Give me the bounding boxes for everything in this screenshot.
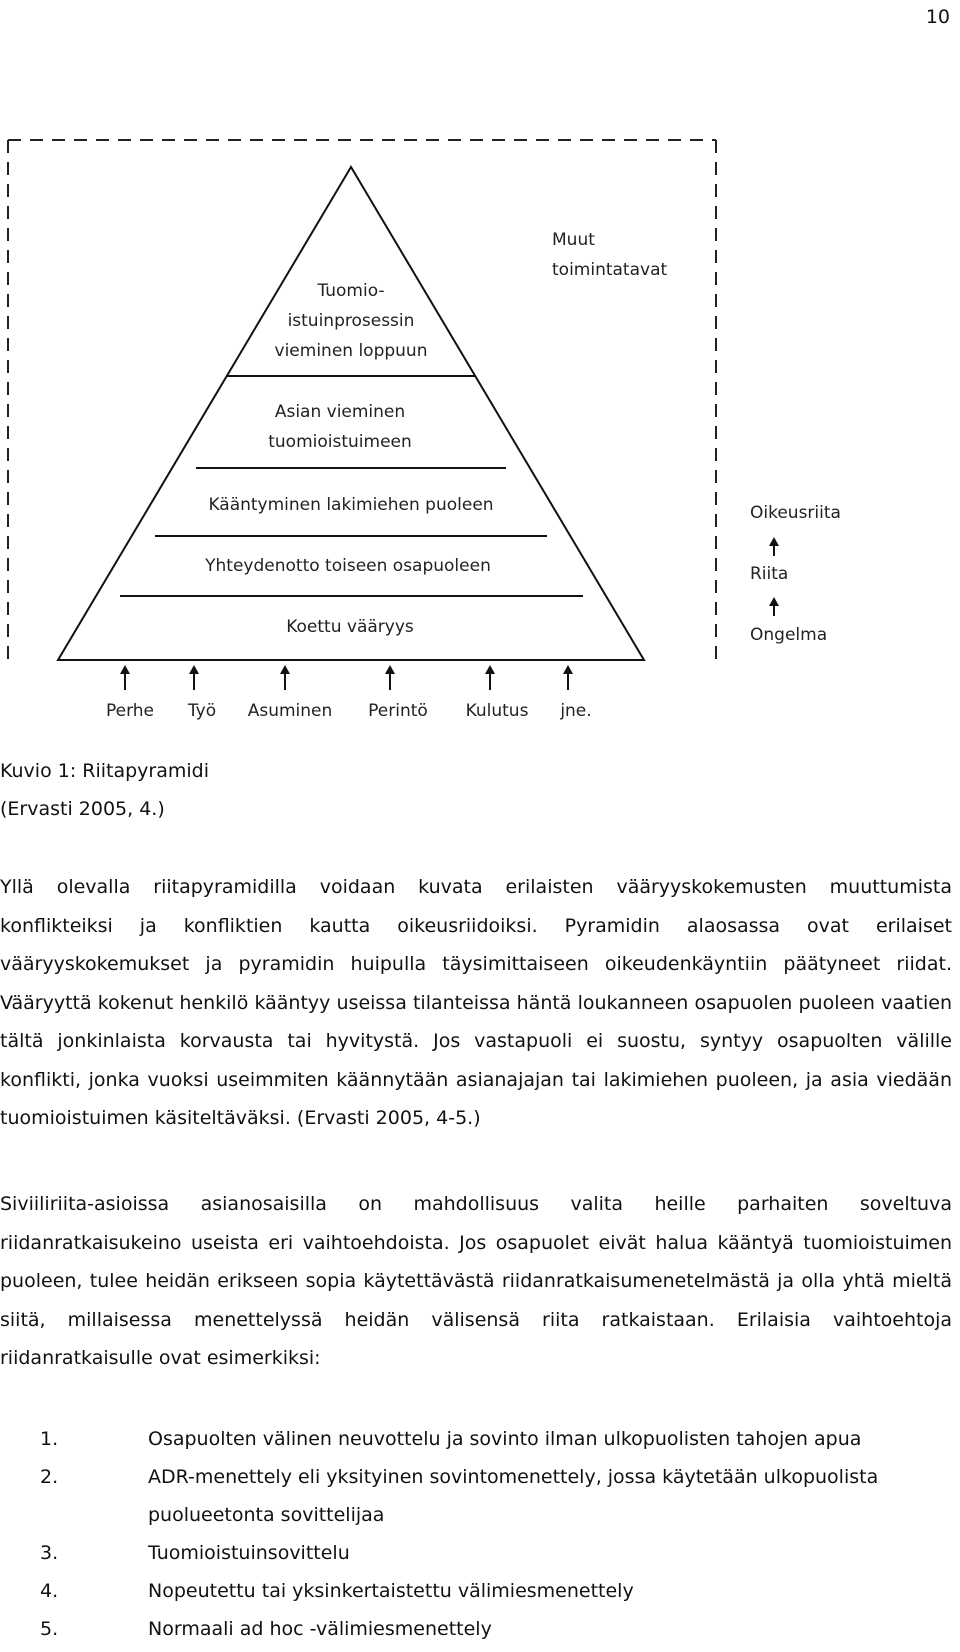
source-etc: jne. bbox=[560, 701, 592, 721]
level-top-line-1: Tuomio- bbox=[317, 281, 385, 301]
list-item bbox=[0, 1458, 952, 1534]
list-item-text: Osapuolten välinen neuvottelu ja sovinto ilman ulkopuolisten tahojen apua bbox=[148, 1428, 862, 1450]
list-item-number: 4. bbox=[40, 1580, 59, 1602]
level-top-line-3: vieminen loppuun bbox=[274, 341, 428, 361]
caption-source: (Ervasti 2005, 4.) bbox=[0, 798, 165, 820]
list-item-number: 1. bbox=[40, 1428, 59, 1450]
other-procedures-line-1: Muut bbox=[552, 230, 595, 250]
list-item-text: ADR-menettely eli yksityinen sovintomenettely, jossa käytetään ulkopuolista puolueetonta sovittelijaa bbox=[148, 1466, 879, 1526]
source-work: Työ bbox=[187, 701, 217, 721]
list-item-number: 3. bbox=[40, 1542, 59, 1564]
list-item bbox=[0, 1420, 952, 1458]
source-inheritance: Perintö bbox=[368, 701, 428, 721]
escalation-legal-dispute: Oikeusriita bbox=[750, 503, 841, 523]
level-court-line-1: Asian vieminen bbox=[274, 402, 406, 422]
list-item bbox=[0, 1572, 952, 1610]
source-family: Perhe bbox=[105, 701, 155, 721]
list-item-number: 2. bbox=[40, 1466, 59, 1488]
list-item-text: Tuomioistuinsovittelu bbox=[148, 1542, 350, 1564]
list-item-number: 5. bbox=[40, 1618, 59, 1640]
source-consumption: Kulutus bbox=[465, 701, 529, 721]
dispute-pyramid-figure bbox=[0, 0, 960, 740]
source-housing: Asuminen bbox=[247, 701, 333, 721]
caption-title: Kuvio 1: Riitapyramidi bbox=[0, 760, 210, 782]
body-paragraph-2: Siviiliriita-asioissa asianosaisilla on mahdollisuus valita heille parhaiten soveltuva riidanratkaisukeino useista eri vaihtoehdoista. Jos osapuolet eivät halua kääntyä tuomioistuimen puoleen, tulee heidän erikseen sopia käytettävästä riidanratkaisumenetelmästä ja olla yhtä mieltä siitä, millaisessa menettelyssä heidän välisensä riita ratkaistaan. Erilaisia vaihtoehtoja riidanratkaisulle ovat esimerkiksi: bbox=[0, 1193, 952, 1369]
list-item-text: Nopeutettu tai yksinkertaistettu välimiesmenettely bbox=[148, 1580, 634, 1602]
escalation-problem: Ongelma bbox=[750, 625, 828, 645]
level-top-line-2: istuinprosessin bbox=[287, 311, 415, 331]
dashed-frame bbox=[8, 140, 716, 660]
list-item bbox=[0, 1534, 952, 1572]
escalation-dispute: Riita bbox=[750, 564, 789, 584]
body-paragraph-1: Yllä olevalla riitapyramidilla voidaan kuvata erilaisten vääryyskokemusten muuttumista konflikteiksi ja konfliktien kautta oikeusriidoiksi. Pyramidin alaosassa ovat erilaiset vääryyskokemukset ja pyramidin huipulla täysimittaiseen oikeudenkäyntiin päätyneet riidat. Vääryyttä kokenut henkilö kääntyy useissa tilanteissa häntä loukanneen osapuolen puoleen vaatien tältä jonkinlaista korvausta tai hyvitystä. Jos vastapuoli ei suostu, syntyy osapuolten välille konflikti, jonka vuoksi useimmiten käännytään asianajajan tai lakimiehen puoleen, ja asia viedään tuomioistuimen käsiteltäväksi. (Ervasti 2005, 4-5.) bbox=[0, 876, 952, 1129]
level-lawyer: Kääntyminen lakimiehen puoleen bbox=[208, 495, 494, 515]
level-injustice: Koettu vääryys bbox=[286, 617, 414, 637]
alternatives-list bbox=[0, 1420, 952, 1648]
list-item-text: Normaali ad hoc -välimiesmenettely bbox=[148, 1618, 492, 1640]
list-item bbox=[0, 1610, 952, 1648]
page-number: 10 bbox=[925, 6, 950, 28]
level-court-line-2: tuomioistuimeen bbox=[268, 432, 412, 452]
other-procedures-line-2: toimintatavat bbox=[552, 260, 668, 280]
level-contact: Yhteydenotto toiseen osapuoleen bbox=[205, 556, 491, 576]
figure-caption bbox=[0, 752, 209, 828]
source-arrows bbox=[120, 665, 573, 690]
